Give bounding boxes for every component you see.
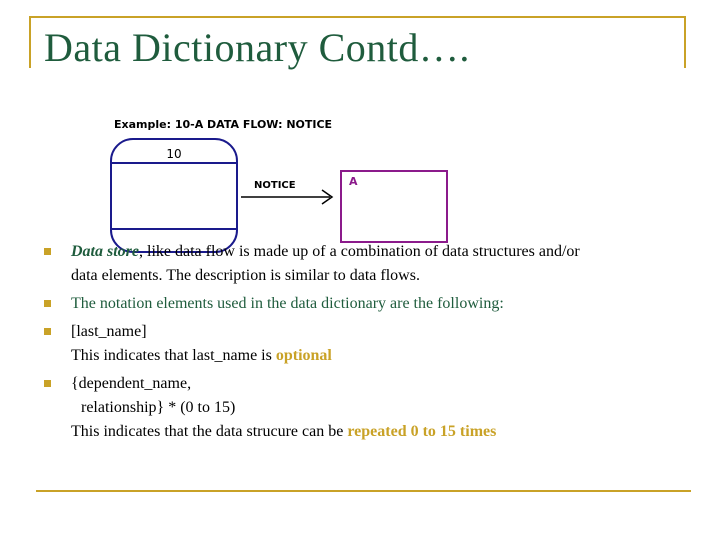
repeated-highlight: repeated 0 to 15 times <box>347 423 497 440</box>
frame-bottom-line <box>36 490 691 492</box>
data-store-text-line2: data elements. The description is similar to data flows. <box>71 267 420 284</box>
flow-label: NOTICE <box>254 180 296 191</box>
repeated-notation-line2: relationship} * (0 to 15) <box>81 399 236 416</box>
notation-text: The notation elements used in the data dictionary are the following: <box>71 295 504 312</box>
process-number: 10 <box>166 147 182 161</box>
bullet-optional <box>44 320 684 368</box>
bullet-list <box>44 240 684 448</box>
bullet-marker <box>44 328 51 335</box>
bullet-line <box>71 344 684 368</box>
bullet-notation <box>44 292 684 316</box>
bullet-marker <box>44 380 51 387</box>
bullet-data-store <box>44 240 684 288</box>
bullet-marker <box>44 248 51 255</box>
optional-notation: [last_name] <box>71 323 147 340</box>
data-store-term: Data store <box>71 243 139 260</box>
bullet-marker <box>44 300 51 307</box>
bullet-line <box>71 420 684 444</box>
slide-title: Data Dictionary Contd…. <box>44 25 470 70</box>
bullet-line <box>71 240 684 264</box>
optional-explanation: This indicates that last_name is <box>71 347 276 364</box>
data-store-text: , like data flow is made up of a combination of data structures and/or <box>139 243 580 260</box>
optional-highlight: optional <box>275 347 332 364</box>
diagram-caption: Example: 10-A DATA FLOW: NOTICE <box>114 118 333 131</box>
entity-label: A <box>349 175 358 188</box>
repeated-explanation: This indicates that the data strucure can be <box>71 423 348 440</box>
repeated-notation-line1: {dependent_name, <box>71 375 192 392</box>
bullet-repeated <box>44 372 684 444</box>
